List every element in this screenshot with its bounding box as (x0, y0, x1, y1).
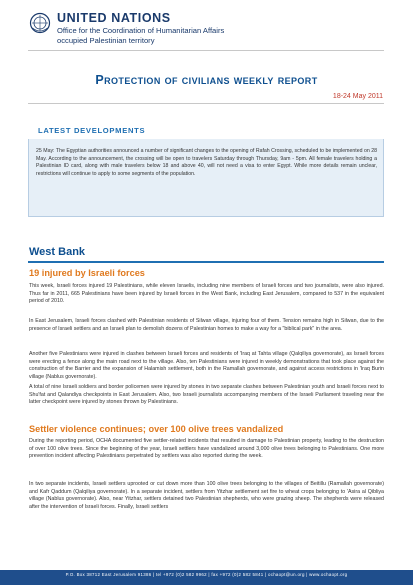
subheading-injuries: 19 injured by Israeli forces (29, 268, 145, 278)
org-name: UNITED NATIONS (57, 11, 171, 25)
section-title-west-bank: West Bank (29, 246, 86, 258)
subheading-settler-violence: Settler violence continues; over 100 olive trees vandalized (29, 424, 284, 434)
territory-name: occupied Palestinian territory (57, 36, 155, 45)
paragraph: A total of nine Israeli soldiers and border policemen were injured by stones in two separate clashes between Palestinian youth and Israeli forces next to Shu'fat and Qalandiya checkpoints in East Jerusalem. Also, two Israeli journalists accompanying members of the Israeli Parliament traveling near the latter checkpoint were injured by stones thrown by Palestinians. (29, 384, 384, 406)
report-title: Protection of civilians weekly report (95, 73, 318, 87)
paragraph: In two separate incidents, Israeli settlers uprooted or cut down more than 100 olive trees belonging to the villages of Beitillu (Ramallah governorate) and Kafr Qaddum (Qalqiliya governorate). In a separate incident, settlers from Yitzhar settlement set fire to wheat crops belonging to 'Asira al Qibliya village (Nablus governorate). Also, near Yitzhar, settlers detained two Palestinian shepherds, who were grazing sheep. The shepherds were released after the intervention of Israeli forces. Finally, Israeli settlers (29, 481, 384, 510)
header-divider (28, 50, 384, 51)
section-divider (28, 261, 384, 263)
paragraph: This week, Israeli forces injured 19 Palestinians, while eleven Israelis, including nine members of Israeli forces and two journalists, were also injured. Thus far in 2011, 665 Palestinians have been injured by Israeli forces in the West Bank, including East Jerusalem, compared to 537 in the equivalent period of 2010. (29, 283, 384, 305)
un-emblem-icon (29, 12, 51, 34)
footer-contact: P.O. Box 38712 East Jerusalem 91386 | tel +972 (0)2 582 9962 | fax +972 (0)2 582 5841 | ochaopt@un.org | www.ochaopt.org (65, 572, 348, 577)
office-name: Office for the Coordination of Humanitarian Affairs (57, 26, 225, 35)
latest-developments-label: LATEST DEVELOPMENTS (38, 126, 146, 135)
paragraph: In East Jerusalem, Israeli forces clashed with Palestinian residents of Silwan village, injuring four of them. Tension remains high in Silwan, due to the presence of Israeli settlers and an Israeli plan to demolish dozens of Palestinian homes to make a way for a "biblical park" in the area. (29, 318, 384, 332)
paragraph: Another five Palestinians were injured in clashes between Israeli forces and residents of 'Iraq at Tahta village (Qalqiliya governorate), as Israeli forces were erecting a fence along the main road next to the village. Also, ten Palestinians were injured in weekly demonstrations that took place against the construction of the Barrier and the expansion of Halamish settlement, both in the Ramallah governorate, and against access restrictions in 'Iraq Burin village (Nablus governorate). (29, 351, 384, 380)
title-divider (28, 103, 384, 104)
report-date: 18-24 May 2011 (332, 93, 383, 100)
paragraph: During the reporting period, OCHA documented five settler-related incidents that resulted in damage to Palestinian property, leading to the destruction of over 100 olive trees. Since the beginning of the year, Israeli settlers have vandalized around 3,000 olive trees belonging to Palestinians. One more prevention incident affecting Palestinians perpetrated by settlers was also reported during the week. (29, 438, 384, 460)
latest-developments-text: 25 May: The Egyptian authorities announced a number of significant changes to the opening of Rafah Crossing, scheduled to be implemented on 28 May. According to the announcement, the crossing will be open to travelers Saturday through Thursday, 9am - 5pm. All female travelers holding a Palestinian ID card, along with male travelers below 18 and above 40, will not need a visa to enter Egypt. While more details remain unclear, restrictions will continue to apply to some segments of the population. (36, 148, 377, 177)
